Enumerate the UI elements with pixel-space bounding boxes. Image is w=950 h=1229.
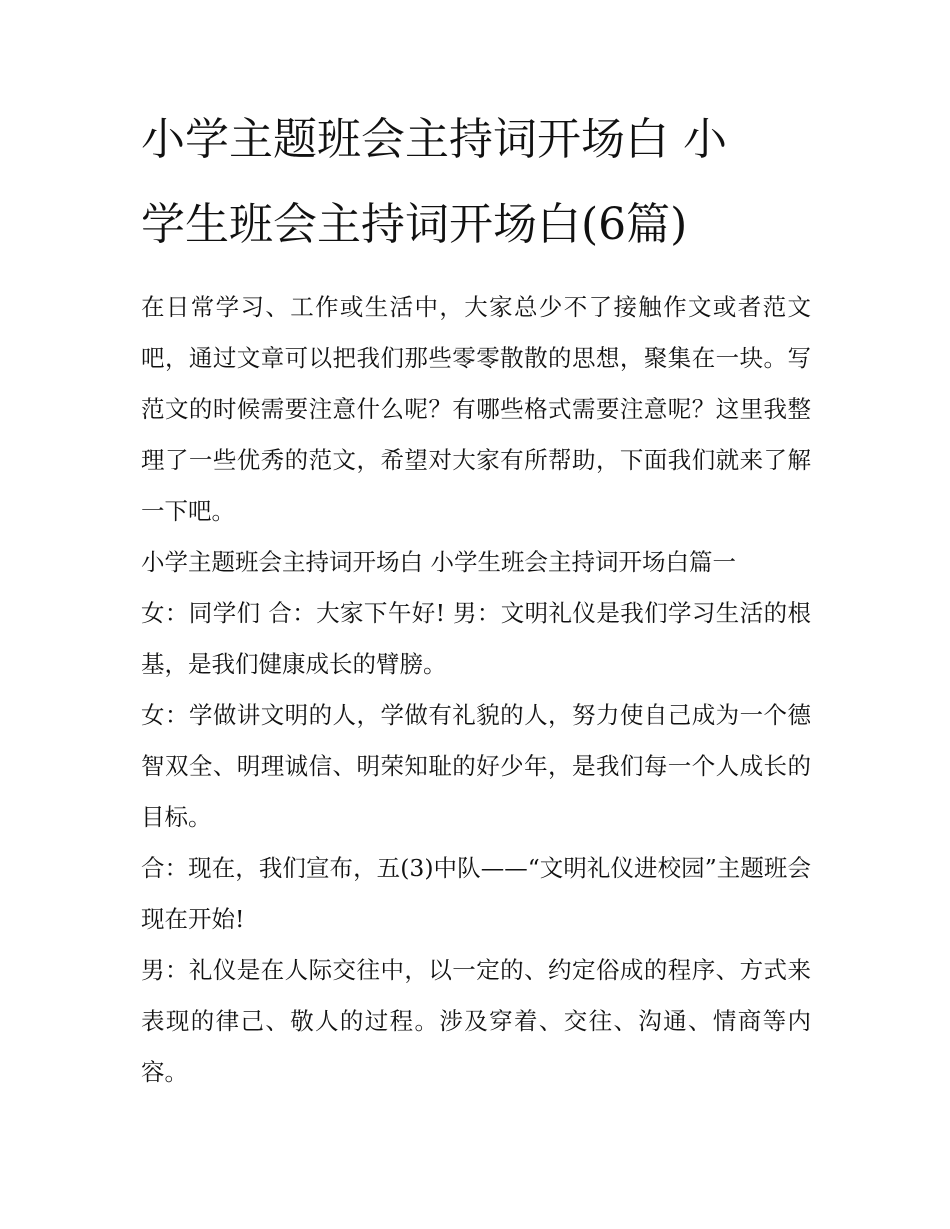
paragraph-dialogue-3: 合：现在，我们宣布，五(3)中队——“文明礼仪进校园”主题班会现在开始! xyxy=(141,854,811,933)
document-title xyxy=(141,114,811,250)
title-line-1: 小学主题班会主持词开场白 小 xyxy=(141,114,727,165)
document-content xyxy=(141,114,811,1098)
paragraph-dialogue-4: 男：礼仪是在人际交往中，以一定的、约定俗成的程序、方式来表现的律己、敬人的过程。涉及穿着、交往、沟通、情商等内容。 xyxy=(141,956,811,1086)
document-body xyxy=(141,282,811,1098)
title-line-2: 学生班会主持词开场白(6篇) xyxy=(141,199,688,250)
paragraph-dialogue-2: 女：学做讲文明的人，学做有礼貌的人，努力使自己成为一个德智双全、明理诚信、明荣知耻的好少年，是我们每一个人成长的目标。 xyxy=(141,701,811,831)
paragraph-intro: 在日常学习、工作或生活中，大家总少不了接触作文或者范文吧，通过文章可以把我们那些零零散散的思想，聚集在一块。写范文的时候需要注意什么呢？有哪些格式需要注意呢？这里我整理了一些优秀的范文，希望对大家有所帮助，下面我们就来了解一下吧。 xyxy=(141,293,811,525)
paragraph-dialogue-1: 女：同学们 合：大家下午好! 男：文明礼仪是我们学习生活的根基，是我们健康成长的臂膀。 xyxy=(141,599,811,678)
paragraph-section-heading: 小学主题班会主持词开场白 小学生班会主持词开场白篇一 xyxy=(141,548,736,576)
